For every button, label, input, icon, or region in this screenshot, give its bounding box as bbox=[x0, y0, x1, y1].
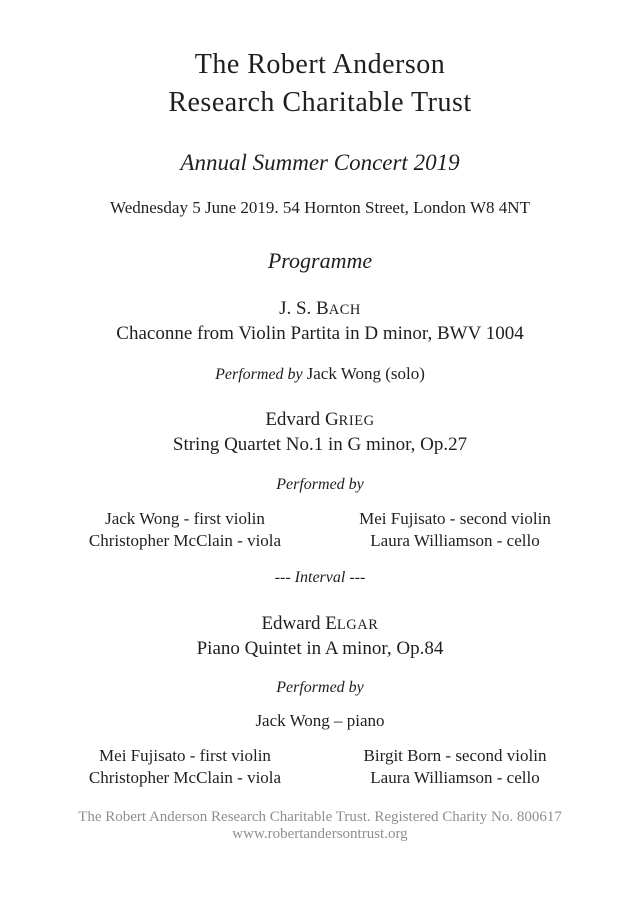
composer-prefix: J. S. bbox=[279, 298, 312, 319]
page-title-line2: Research Charitable Trust bbox=[168, 87, 472, 118]
composer-line bbox=[0, 408, 640, 433]
piece-section-grieg bbox=[0, 408, 640, 552]
performers-grid bbox=[50, 508, 590, 552]
performer-item: Christopher McClain - viola bbox=[88, 768, 282, 787]
composer-line bbox=[0, 297, 640, 322]
performer-item: Christopher McClain - viola bbox=[88, 531, 282, 550]
performer-item: Laura Williamson - cello bbox=[370, 531, 540, 550]
performed-by-label: Performed by bbox=[215, 366, 303, 383]
composer-line bbox=[0, 612, 640, 637]
performer-item: Mei Fujisato - second violin bbox=[359, 509, 551, 528]
performed-by-line bbox=[0, 363, 640, 385]
interval-marker: --- Interval --- bbox=[274, 569, 366, 586]
composer-prefix: Edvard bbox=[265, 409, 321, 430]
performer-item: Jack Wong - first violin bbox=[105, 509, 265, 528]
piece-section-bach bbox=[0, 297, 640, 385]
performed-by-line: Performed by bbox=[276, 679, 364, 696]
concert-subtitle: Annual Summer Concert 2019 bbox=[180, 150, 460, 175]
piece-section-elgar bbox=[0, 612, 640, 789]
performers-grid bbox=[50, 745, 590, 789]
page-title-line1: The Robert Anderson bbox=[194, 49, 446, 80]
charity-registration: The Robert Anderson Research Charitable Trust. Registered Charity No. 800617 bbox=[78, 809, 562, 825]
composer-prefix: Edward bbox=[261, 613, 321, 634]
work-title: Chaconne from Violin Partita in D minor, BWV 1004 bbox=[116, 323, 524, 344]
composer-surname-initial: E bbox=[325, 613, 337, 634]
programme-heading: Programme bbox=[267, 248, 373, 273]
composer-surname-initial: B bbox=[316, 298, 329, 319]
website-url: www.robertandersontrust.org bbox=[232, 826, 408, 842]
soloist-line: Jack Wong – piano bbox=[255, 711, 385, 730]
performed-by-line: Performed by bbox=[276, 476, 364, 493]
performer-item: Laura Williamson - cello bbox=[370, 768, 540, 787]
page-title bbox=[0, 46, 640, 122]
work-title: String Quartet No.1 in G minor, Op.27 bbox=[172, 434, 468, 455]
composer-surname-smallcaps: RIEG bbox=[338, 413, 375, 429]
performer-item: Mei Fujisato - first violin bbox=[99, 746, 271, 765]
composer-surname-smallcaps: ACH bbox=[328, 302, 361, 318]
footer bbox=[0, 809, 640, 843]
composer-surname-smallcaps: LGAR bbox=[336, 617, 379, 633]
event-details: Wednesday 5 June 2019. 54 Hornton Street, London W8 4NT bbox=[110, 198, 530, 217]
performer-item: Birgit Born - second violin bbox=[363, 746, 547, 765]
soloist-name: Jack Wong (solo) bbox=[306, 364, 425, 383]
composer-surname-initial: G bbox=[324, 409, 339, 430]
work-title: Piano Quintet in A minor, Op.84 bbox=[196, 638, 444, 659]
